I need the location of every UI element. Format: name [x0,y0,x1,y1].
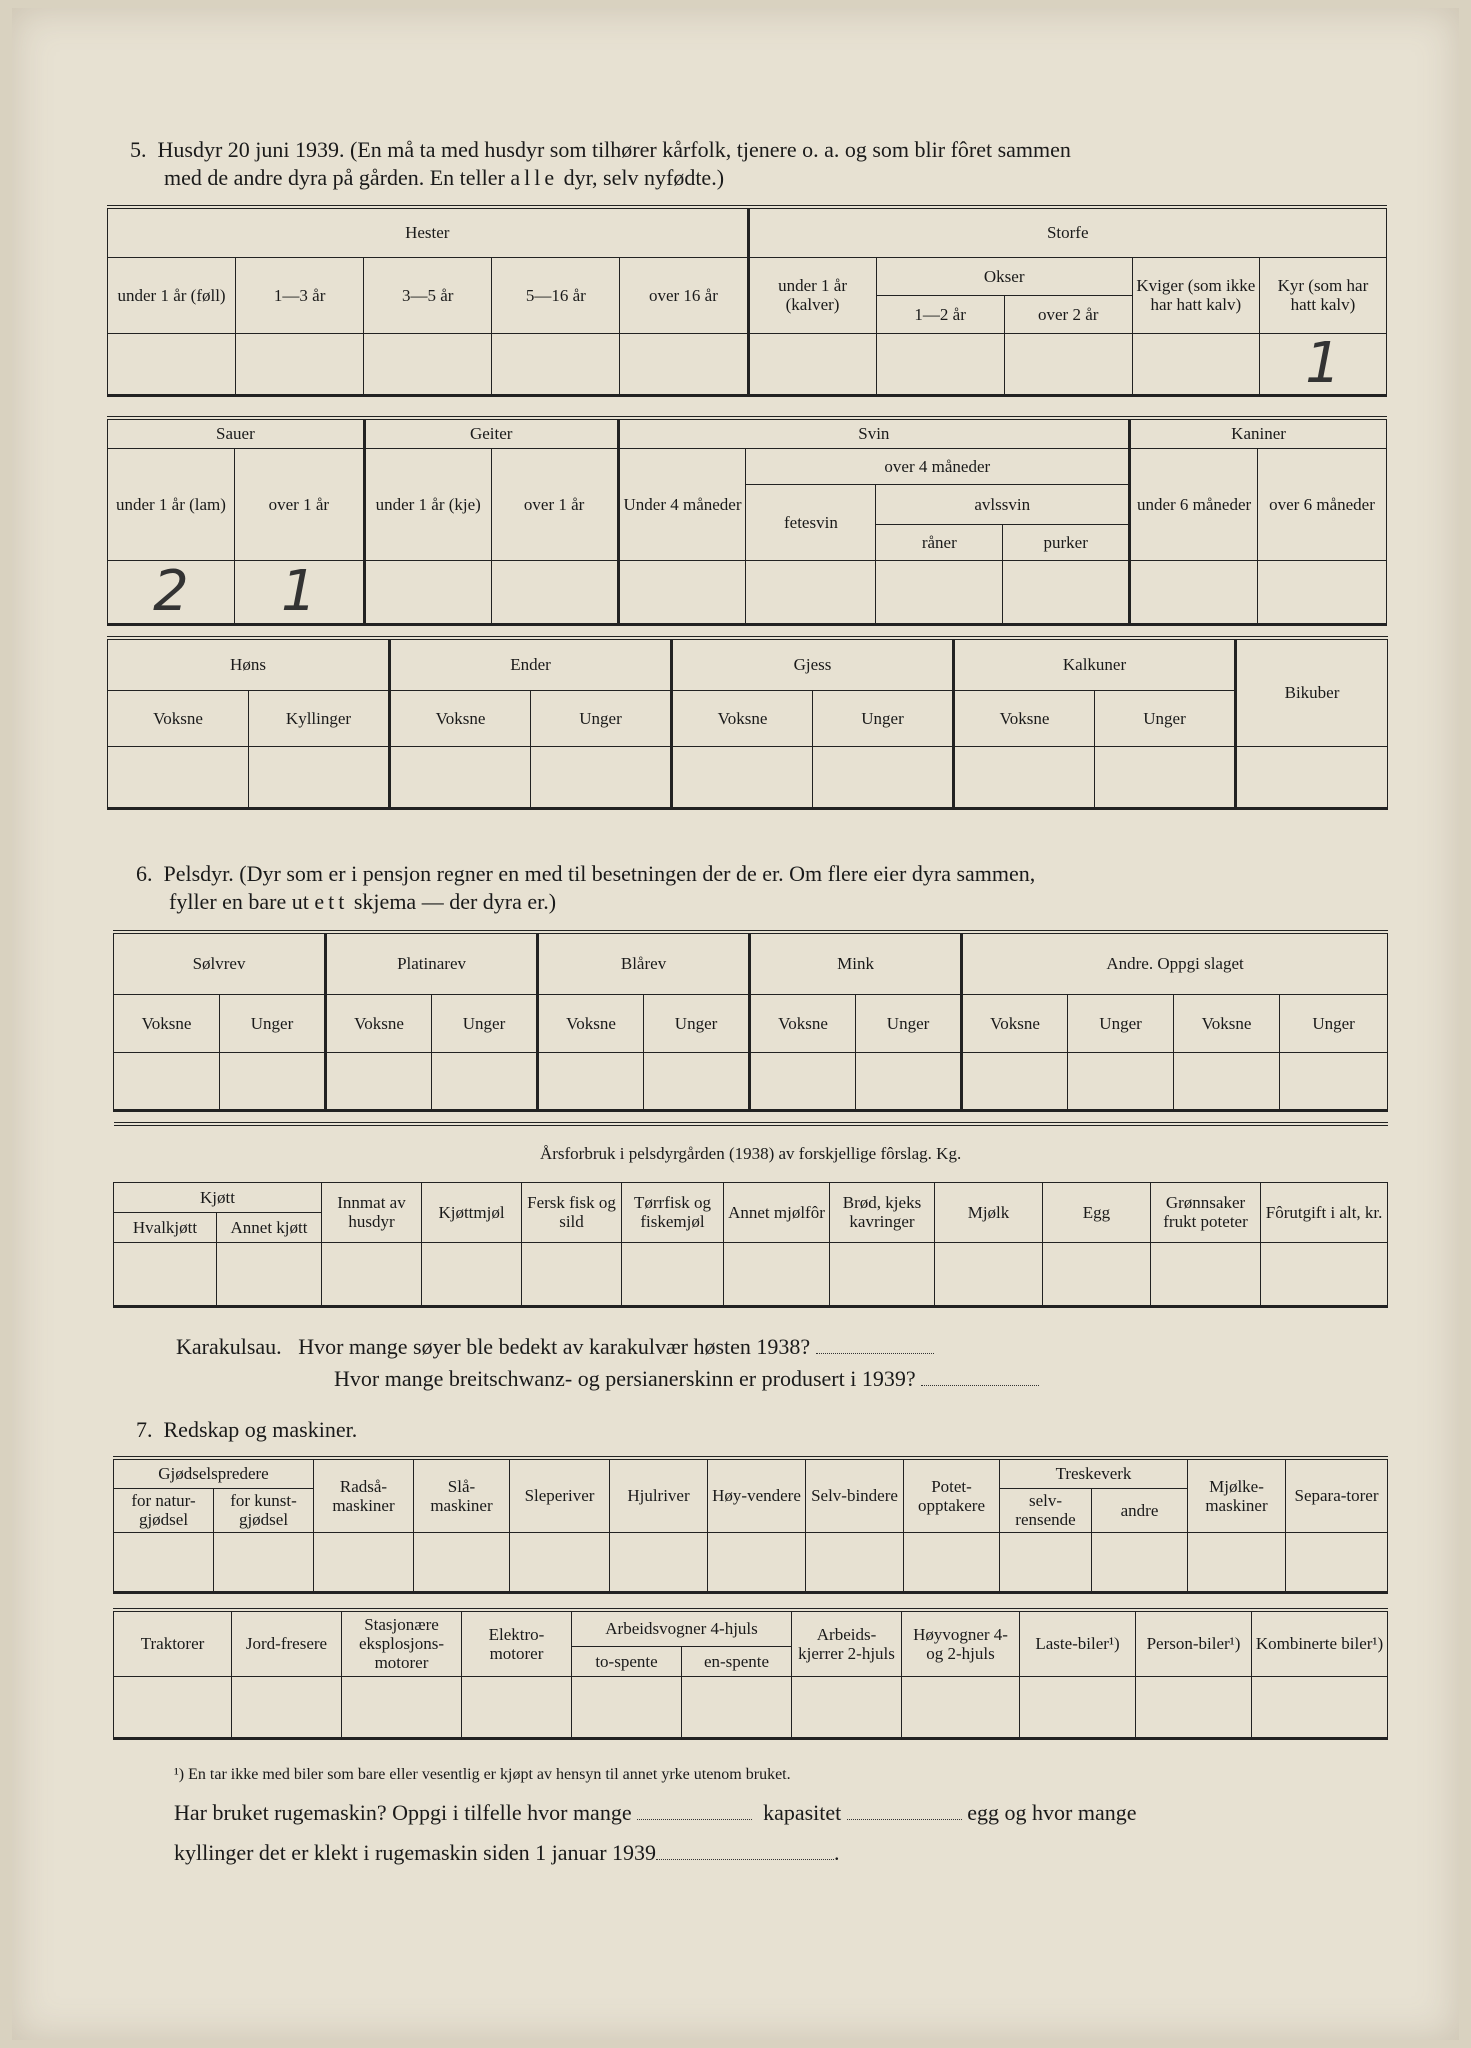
header-svin: Svin [618,418,1130,448]
table-fjaerfe [107,636,1388,810]
cell-jordfresere[interactable] [232,1676,342,1738]
handwritten-lam: 2 [153,558,189,624]
cell-okser-1-2[interactable] [876,333,1004,395]
col-hoyvendere: Høy-vendere [708,1458,806,1532]
col-blarev-unger: Unger [644,994,750,1052]
cell-hoyvogner[interactable] [902,1676,1020,1738]
col-gjess-voksne: Voksne [672,690,813,746]
cell-hoyvendere[interactable] [708,1532,806,1592]
col-hons-voksne: Voksne [108,690,249,746]
cell-solvrev-voksne[interactable] [114,1052,220,1110]
rugemaskin-question-1: Har bruket rugemaskin? Oppgi i tilfelle hvor mange kapasitet egg og hvor mange [174,1800,1137,1825]
cell-geit-over-1[interactable] [491,560,618,624]
col-kanin-over-6: over 6 måneder [1258,448,1387,560]
col-raner: råner [876,524,1003,560]
table-arsforbruk [113,1122,1388,1308]
table-redskap [113,1456,1388,1594]
form-page [12,8,1459,2040]
cell-selvbindere[interactable] [806,1532,904,1592]
karakul-answer-1[interactable] [816,1335,934,1354]
col-gjess-unger: Unger [813,690,954,746]
cell-svin-under-4[interactable] [618,560,746,624]
col-gronnsaker: Grønnsaker frukt poteter [1151,1182,1261,1242]
cell-hons-voksne[interactable] [108,746,249,808]
cell-gjess-voksne[interactable] [672,746,813,808]
cell-forutgift[interactable] [1261,1242,1388,1306]
col-slamaskiner: Slå-maskiner [414,1458,510,1532]
cell-raner[interactable] [876,560,1003,624]
col-foll: under 1 år (føll) [108,257,236,333]
col-naturgjodsel: for natur-gjødsel [114,1488,214,1532]
cell-platinarev-unger[interactable] [432,1052,538,1110]
header-hester: Hester [108,207,749,257]
header-sauer: Sauer [108,418,365,448]
cell-traktorer[interactable] [114,1676,232,1738]
col-kombinerte-biler: Kombinerte biler¹) [1252,1610,1388,1676]
cell-kanin-over-6[interactable] [1258,560,1387,624]
cell-tospente[interactable] [572,1676,682,1738]
cell-separatorer[interactable] [1286,1532,1388,1592]
col-kalver: under 1 år (kalver) [748,257,876,333]
col-arbeidsvogner: Arbeidsvogner 4-hjuls [572,1610,792,1646]
col-brod: Brød, kjeks kavringer [830,1182,935,1242]
table-hester-storfe [107,205,1387,397]
header-hons: Høns [108,638,390,690]
col-kanin-under-6: under 6 måneder [1130,448,1258,560]
col-enspente: en-spente [682,1646,792,1676]
header-bikuber: Bikuber [1236,638,1388,746]
col-separatorer: Separa-torer [1286,1458,1388,1532]
cell-andre1-unger[interactable] [1068,1052,1174,1110]
cell-fersk-fisk[interactable] [522,1242,622,1306]
col-forutgift: Fôrutgift i alt, kr. [1261,1182,1388,1242]
cell-treske-andre[interactable] [1092,1532,1188,1592]
col-mink-voksne: Voksne [750,994,856,1052]
karakul-answer-2[interactable] [921,1367,1039,1386]
col-kjott: Kjøtt [114,1182,322,1212]
rugemaskin-kapasitet[interactable] [847,1801,962,1820]
cell-sleperiver[interactable] [510,1532,610,1592]
cell-andre1-voksne[interactable] [962,1052,1068,1110]
cell-kjottmjol[interactable] [422,1242,522,1306]
cell-platinarev-voksne[interactable] [326,1052,432,1110]
header-geiter: Geiter [364,418,618,448]
col-sau-over-1: over 1 år [234,448,364,560]
cell-purker[interactable] [1003,560,1130,624]
cell-hvalkjott[interactable] [114,1242,217,1306]
cell-potetopptakere[interactable] [904,1532,1000,1592]
col-egg: Egg [1043,1182,1151,1242]
col-okser-over-2: over 2 år [1004,295,1132,333]
header-gjess: Gjess [672,638,954,690]
cell-kviger[interactable] [1132,333,1259,395]
cell-kunstgjodsel[interactable] [214,1532,314,1592]
col-tospente: to-spente [572,1646,682,1676]
cell-sau-over-1[interactable] [234,560,364,624]
cell-blarev-unger[interactable] [644,1052,750,1110]
cell-torrfisk[interactable] [622,1242,724,1306]
col-okser: Okser [876,257,1132,295]
col-solvrev-unger: Unger [220,994,326,1052]
header-storfe: Storfe [748,207,1387,257]
col-elektromotorer: Elektro-motorer [462,1610,572,1676]
cell-kalver[interactable] [748,333,876,395]
col-andre1-voksne: Voksne [962,994,1068,1052]
col-3-5: 3—5 år [364,257,492,333]
cell-kyllinger[interactable] [249,746,390,808]
col-andre1-unger: Unger [1068,994,1174,1052]
col-svin-over-4: over 4 måneder [746,448,1130,484]
header-blarev: Blårev [538,932,750,994]
cell-ender-voksne[interactable] [390,746,531,808]
cell-kombinerte-biler[interactable] [1252,1676,1388,1738]
cell-kyr[interactable] [1259,330,1386,396]
col-mjolk: Mjølk [935,1182,1043,1242]
col-purker: purker [1003,524,1130,560]
cell-kalkun-unger[interactable] [1095,746,1236,808]
col-5-16: 5—16 år [492,257,620,333]
cell-1-3[interactable] [236,333,364,395]
col-ender-unger: Unger [531,690,672,746]
col-mink-unger: Unger [856,994,962,1052]
cell-lam[interactable] [108,560,235,624]
cell-gronnsaker[interactable] [1151,1242,1261,1306]
cell-hjulriver[interactable] [610,1532,708,1592]
col-hjulriver: Hjulriver [610,1458,708,1532]
col-kyllinger: Kyllinger [249,690,390,746]
col-stasjonaere-motorer: Stasjonære eksplosjons-motorer [342,1610,462,1676]
cell-andre2-unger[interactable] [1280,1052,1388,1110]
col-annet-mjolfor: Annet mjølfôr [724,1182,830,1242]
col-lam: under 1 år (lam) [108,448,235,560]
cell-mjolkemaskiner[interactable] [1188,1532,1286,1592]
col-kjottmjol: Kjøttmjøl [422,1182,522,1242]
section-7-title: 7. Redskap og maskiner. [136,1417,358,1442]
cell-gjess-unger[interactable] [813,746,954,808]
header-mink: Mink [750,932,962,994]
cell-enspente[interactable] [682,1676,792,1738]
col-kalkun-voksne: Voksne [954,690,1095,746]
cell-mjolk[interactable] [935,1242,1043,1306]
col-torrfisk: Tørrfisk og fiskemjøl [622,1182,724,1242]
col-kyr: Kyr (som har hatt kalv) [1259,257,1386,333]
cell-mink-voksne[interactable] [750,1052,856,1110]
cell-annet-kjott[interactable] [217,1242,322,1306]
cell-foll[interactable] [108,333,236,395]
col-lastebiler: Laste-biler¹) [1020,1610,1136,1676]
cell-kalkun-voksne[interactable] [954,746,1095,808]
header-kaniner: Kaniner [1130,418,1387,448]
col-selvbindere: Selv-bindere [806,1458,904,1532]
header-andre: Andre. Oppgi slaget [962,932,1388,994]
table-traktorer [113,1608,1388,1740]
col-ender-voksne: Voksne [390,690,531,746]
cell-3-5[interactable] [364,333,492,395]
col-platinarev-unger: Unger [432,994,538,1052]
col-annet-kjott: Annet kjøtt [217,1212,322,1242]
cell-bikuber[interactable] [1236,746,1388,808]
table-pelsdyr [113,930,1388,1112]
col-geit-over-1: over 1 år [491,448,618,560]
table-sauer-geiter-svin [107,416,1387,626]
section-5-title: 5. Husdyr 20 juni 1939. (En må ta med husdyr som tilhører kårfolk, tjenere o. a. og som blir fôret sammen med de andre dyra på gården. En teller alle dyr, selv nyfødte.) [130,137,1071,190]
col-jordfresere: Jord-freserе [232,1610,342,1676]
cell-personbiler[interactable] [1136,1676,1252,1738]
rugemaskin-kyllinger[interactable] [656,1841,834,1860]
cell-stasjonaere-motorer[interactable] [342,1676,462,1738]
footnote: ¹) En tar ikke med biler som bare eller vesentlig er kjøpt av hensyn til annet yrke utenom bruket. [174,1766,791,1783]
karakul-question-1: Karakulsau. Hvor mange søyer ble bedekt av karakulvær høsten 1938? [176,1332,934,1362]
col-over-16: over 16 år [620,257,748,333]
col-selvrensende: selv-rensende [1000,1488,1092,1532]
col-sleperiver: Sleperiver [510,1458,610,1532]
col-svin-under-4: Under 4 måneder [618,448,746,560]
cell-5-16[interactable] [492,333,620,395]
col-kunstgjodsel: for kunst-gjødsel [214,1488,314,1532]
header-platinarev: Platinarev [326,932,538,994]
cell-slamaskiner[interactable] [414,1532,510,1592]
col-potetopptakere: Potet-opptakere [904,1458,1000,1532]
cell-annet-mjolfor[interactable] [724,1242,830,1306]
cell-ender-unger[interactable] [531,746,672,808]
arsforbruk-heading: Årsforbruk i pelsdyrgården (1938) av forskjellige fôrslag. Kg. [114,1124,1388,1182]
col-radsamaskiner: Radså-maskiner [314,1458,414,1532]
cell-kje[interactable] [364,560,491,624]
col-kalkun-unger: Unger [1095,690,1236,746]
section-6-title: 6. Pelsdyr. (Dyr som er i pensjon regner en med til besetningen der de er. Om flere eier dyra sammen, fyller en bare ut ett skjema — der dyra er.) [136,861,1036,914]
header-solvrev: Sølvrev [114,932,326,994]
header-ender: Ender [390,638,672,690]
cell-selvrensende[interactable] [1000,1532,1092,1592]
col-avlssvin: avlssvin [876,484,1130,524]
cell-arbeidskjerrer[interactable] [792,1676,902,1738]
cell-okser-over-2[interactable] [1004,333,1132,395]
rugemaskin-antall[interactable] [637,1801,752,1820]
col-andre2-unger: Unger [1280,994,1388,1052]
rugemaskin-question-2: kyllinger det er klekt i rugemaskin siden 1 januar 1939 . [174,1840,840,1865]
col-kje: under 1 år (kje) [364,448,491,560]
cell-blarev-voksne[interactable] [538,1052,644,1110]
cell-egg[interactable] [1043,1242,1151,1306]
col-okser-1-2: 1—2 år [876,295,1004,333]
cell-elektromotorer[interactable] [462,1676,572,1738]
cell-andre2-voksne[interactable] [1174,1052,1280,1110]
col-andre2-voksne: Voksne [1174,994,1280,1052]
cell-kanin-under-6[interactable] [1130,560,1258,624]
col-mjolkemaskiner: Mjølke-maskiner [1188,1458,1286,1532]
cell-fetesvin[interactable] [746,560,876,624]
cell-mink-unger[interactable] [856,1052,962,1110]
col-1-3: 1—3 år [236,257,364,333]
col-solvrev-voksne: Voksne [114,994,220,1052]
handwritten-sau: 1 [281,558,317,624]
col-fersk-fisk: Fersk fisk og sild [522,1182,622,1242]
header-kalkuner: Kalkuner [954,638,1236,690]
cell-solvrev-unger[interactable] [220,1052,326,1110]
col-arbeidskjerrer: Arbeids-kjerrer 2-hjuls [792,1610,902,1676]
cell-lastebiler[interactable] [1020,1676,1136,1738]
cell-naturgjodsel[interactable] [114,1532,214,1592]
col-hoyvogner: Høyvogner 4- og 2-hjuls [902,1610,1020,1676]
col-kviger: Kviger (som ikke har hatt kalv) [1132,257,1259,333]
handwritten-kyr: 1 [1305,330,1341,396]
col-innmat: Innmat av husdyr [322,1182,422,1242]
col-treskeverk: Treskeverk [1000,1458,1188,1488]
col-treske-andre: andre [1092,1488,1188,1532]
karakul-question-2: Hvor mange breitschwanz- og persianerskinn er produsert i 1939? [334,1364,1039,1394]
col-hvalkjott: Hvalkjøtt [114,1212,217,1242]
cell-radsamaskiner[interactable] [314,1532,414,1592]
col-gjodselspredere: Gjødselspredere [114,1458,314,1488]
col-fetesvin: fetesvin [746,484,876,560]
col-blarev-voksne: Voksne [538,994,644,1052]
col-personbiler: Person-biler¹) [1136,1610,1252,1676]
cell-brod[interactable] [830,1242,935,1306]
cell-over-16[interactable] [620,333,748,395]
col-platinarev-voksne: Voksne [326,994,432,1052]
cell-innmat[interactable] [322,1242,422,1306]
col-traktorer: Traktorer [114,1610,232,1676]
